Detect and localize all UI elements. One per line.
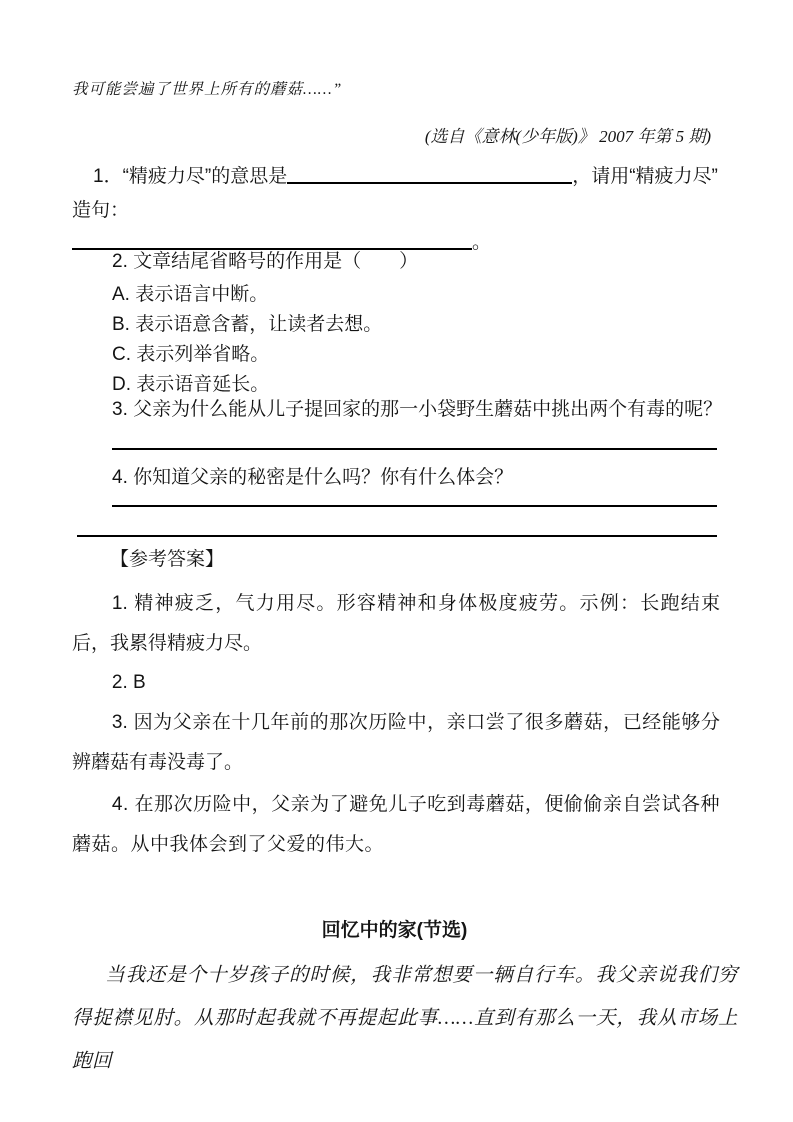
option-d: D. 表示语音延长。 — [112, 374, 270, 395]
question-1-continuation: 造句： — [72, 200, 130, 221]
question-1-suffix: ，请用“精疲力尽” — [572, 166, 718, 187]
question-3: 3. 父亲为什么能从儿子提回家的那一小袋野生蘑菇中挑出两个有毒的呢？ — [112, 399, 723, 420]
question-1-prefix: 1．“精疲力尽”的意思是 — [93, 166, 288, 187]
sentence-answer-period: 。 — [472, 232, 492, 253]
question-3-answer-line — [112, 448, 717, 450]
article-tail-line: 我可能尝遍了世界上所有的蘑菇……” — [72, 81, 343, 98]
option-c: C. 表示列举省略。 — [112, 344, 270, 365]
article-attribution: (选自《意林(少年版)》 2007 年第 5 期) — [424, 127, 711, 146]
question-2: 2. 文章结尾省略号的作用是（ ） — [112, 251, 419, 272]
question-4: 4. 你知道父亲的秘密是什么吗？你有什么体会？ — [112, 467, 514, 488]
question-1-line — [93, 160, 718, 194]
option-b: B. 表示语意含蓄，让读者去想。 — [112, 314, 383, 335]
question-4-answer-line — [112, 505, 717, 507]
answer-3: 3. 因为父亲在十几年前的那次历险中，亲口尝了很多蘑菇，已经能够分辨蘑菇有毒没毒了。 — [72, 712, 720, 773]
answer-1: 1. 精神疲乏，气力用尽。形容精神和身体极度疲劳。示例：长跑结束后，我累得精疲力尽。 — [72, 593, 720, 654]
next-article-paragraph: 当我还是个十岁孩子的时候，我非常想要一辆自行车。我父亲说我们穷得捉襟见肘。从那时起我就不再提起此事……直到有那么一天，我从市场上跑回 — [72, 965, 738, 1072]
question-1-inline-blank — [287, 166, 572, 184]
section-divider-line — [77, 535, 717, 537]
next-article-title: 回忆中的家(节选) — [321, 920, 468, 941]
answer-4: 4. 在那次历险中，父亲为了避免儿子吃到毒蘑菇，便偷偷亲自尝试各种蘑菇。从中我体会到了父爱的伟大。 — [72, 794, 720, 855]
answer-2: 2. B — [111, 672, 146, 693]
option-a: A. 表示语言中断。 — [112, 284, 269, 305]
question-2-options — [112, 280, 732, 400]
answer-key-header: 【参考答案】 — [110, 549, 225, 570]
